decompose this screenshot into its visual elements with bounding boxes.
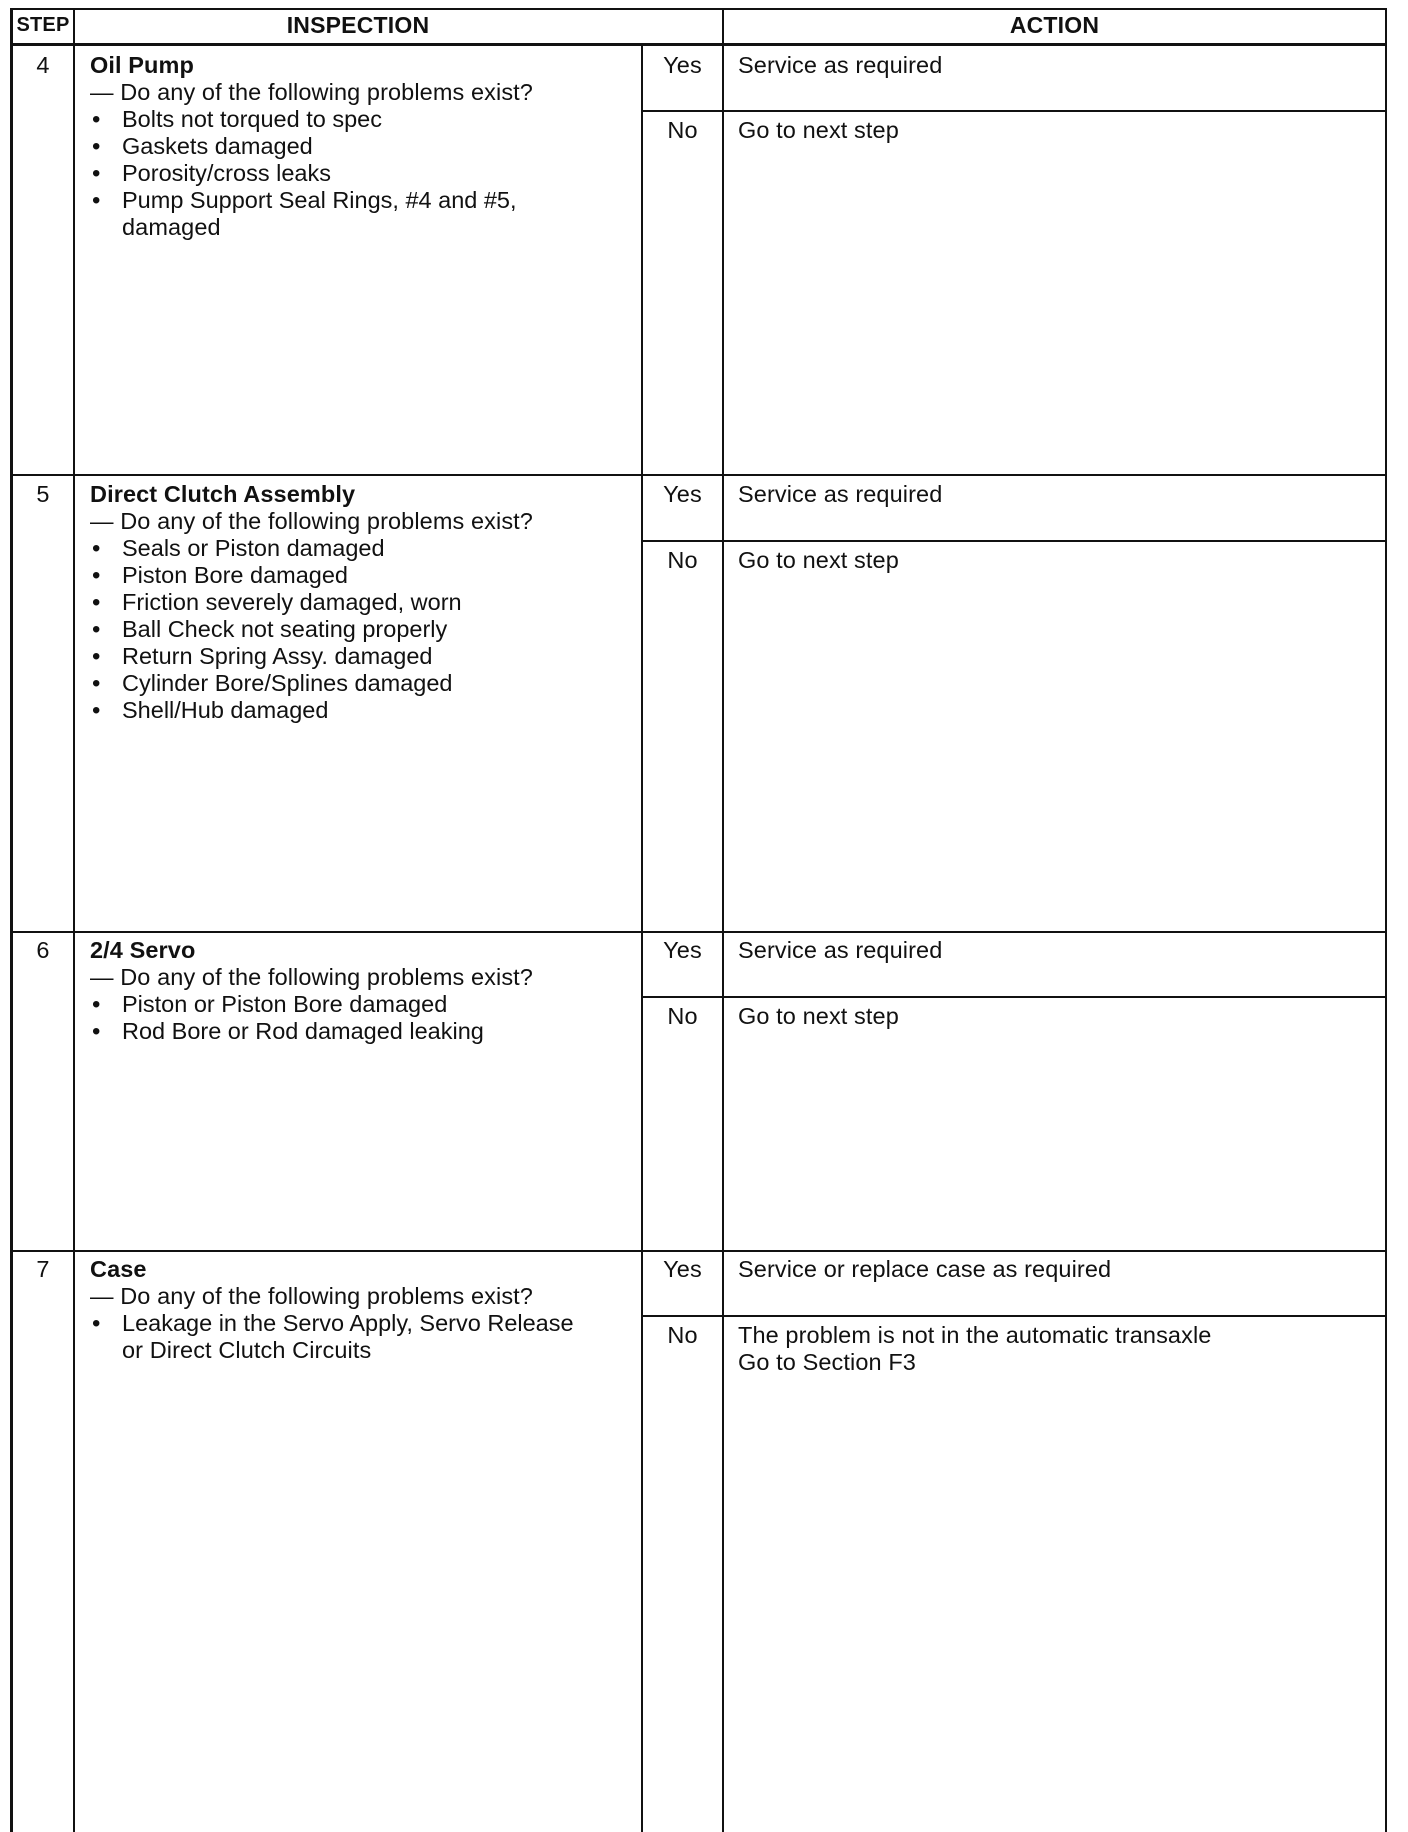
yes-label: Yes	[663, 52, 702, 78]
row-divider	[10, 474, 1387, 476]
yes-label: Yes	[663, 937, 702, 963]
inspection-title: 2/4 Servo	[90, 937, 196, 963]
list-item: • Bolts not torqued to spec	[90, 106, 517, 133]
list-item: • Piston or Piston Bore damaged	[90, 991, 484, 1018]
yes-action: Service as required	[738, 52, 943, 78]
yes-action: Service or replace case as required	[738, 1256, 1112, 1282]
yes-no-divider	[641, 110, 1387, 112]
no-action-line-2: Go to Section F3	[738, 1349, 916, 1375]
list-item: • Porosity/cross leaks	[90, 160, 517, 187]
list-item: • Gaskets damaged	[90, 133, 517, 160]
header-bottom-border	[10, 43, 1387, 46]
step-number: 4	[36, 52, 50, 78]
list-item: • Piston Bore damaged	[90, 562, 462, 589]
table-border-right	[1385, 8, 1387, 1832]
inspection-title: Case	[90, 1256, 147, 1282]
list-item: • Cylinder Bore/Splines damaged	[90, 670, 462, 697]
yes-label: Yes	[663, 481, 702, 507]
inspection-title: Oil Pump	[90, 52, 194, 78]
yes-no-divider	[641, 996, 1387, 998]
list-item: • Ball Check not seating properly	[90, 616, 462, 643]
row-divider	[10, 931, 1387, 933]
list-item: • Rod Bore or Rod damaged leaking	[90, 1018, 484, 1045]
list-item: • Leakage in the Servo Apply, Servo Release	[90, 1310, 574, 1337]
problem-list	[90, 535, 462, 724]
no-action: Go to next step	[738, 117, 899, 143]
yes-label: Yes	[663, 1256, 702, 1282]
table-top-border	[10, 8, 1387, 10]
problem-list	[90, 991, 484, 1045]
list-item-continuation: or Direct Clutch Circuits	[122, 1337, 372, 1363]
problem-list	[90, 1310, 574, 1337]
no-label: No	[667, 1003, 698, 1029]
list-item: • Shell/Hub damaged	[90, 697, 462, 724]
no-label: No	[667, 117, 698, 143]
list-item: • Friction severely damaged, worn	[90, 589, 462, 616]
inspection-question: — Do any of the following problems exist?	[90, 964, 533, 990]
header-step: STEP	[16, 14, 70, 36]
action-column-divider	[722, 8, 724, 1832]
no-label: No	[667, 1322, 698, 1348]
no-label: No	[667, 547, 698, 573]
step-number: 7	[36, 1256, 50, 1282]
problem-list	[90, 106, 517, 214]
no-action: Go to next step	[738, 1003, 899, 1029]
yes-no-divider	[641, 540, 1387, 542]
step-column-divider	[73, 8, 75, 1832]
list-item: • Return Spring Assy. damaged	[90, 643, 462, 670]
yes-no-divider	[641, 1315, 1387, 1317]
step-number: 5	[36, 481, 50, 507]
inspection-title: Direct Clutch Assembly	[90, 481, 356, 507]
no-action: Go to next step	[738, 547, 899, 573]
yes-action: Service as required	[738, 481, 943, 507]
no-action: The problem is not in the automatic transaxle	[738, 1322, 1212, 1348]
header-inspection: INSPECTION	[286, 12, 430, 38]
list-item: • Seals or Piston damaged	[90, 535, 462, 562]
list-item: • Pump Support Seal Rings, #4 and #5,	[90, 187, 517, 214]
step-number: 6	[36, 937, 50, 963]
inspection-question: — Do any of the following problems exist?	[90, 1283, 533, 1309]
inspection-question: — Do any of the following problems exist?	[90, 79, 533, 105]
inspection-question: — Do any of the following problems exist?	[90, 508, 533, 534]
table-border-left	[10, 8, 13, 1832]
header-action: ACTION	[1009, 12, 1100, 38]
yes-action: Service as required	[738, 937, 943, 963]
list-item-continuation: damaged	[122, 214, 221, 240]
row-divider	[10, 1250, 1387, 1252]
